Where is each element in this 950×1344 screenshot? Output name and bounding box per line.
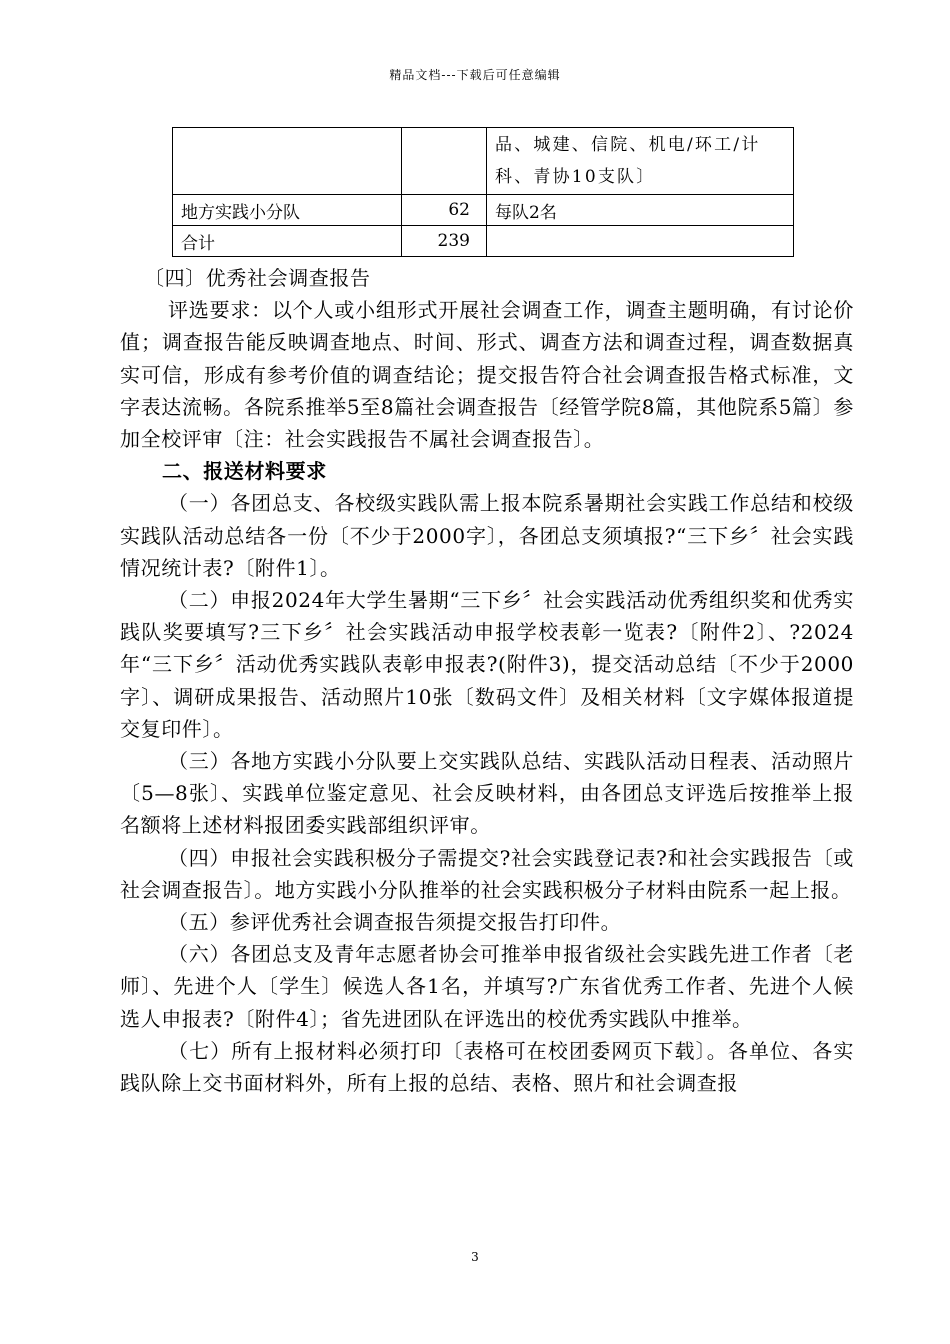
list-item: （三）各地方实践小分队要上交实践队总结、实践队活动日程表、活动照片〔5—8张〕、实践单位鉴定意见、社会反映材料，由各团总支评选后按推举上报名额将上述材料报团委实践部组织评审。: [120, 749, 854, 838]
table-cell-note: 每队2名: [487, 195, 794, 226]
list-item: （四）申报社会实践积极分子需提交?社会实践登记表?和社会实践报告〔或社会调查报告〕。地方实践小分队推举的社会实践积极分子材料由院系一起上报。: [120, 845, 854, 902]
table-row: [173, 195, 794, 226]
part-heading: 二、报送材料要求: [162, 459, 327, 484]
list-item: （六）各团总支及青年志愿者协会可推举申报省级社会实践先进工作者〔老师〕、先进个人〔学生〕候选人各1名，并填写?广东省优秀工作者、先进个人候选人申报表?〔附件4〕；省先进团队在评选出的校优秀实践队中推举。: [120, 942, 854, 1031]
list-item: （七）所有上报材料必须打印〔表格可在校团委网页下载〕。各单位、各实践队除上交书面材料外，所有上报的总结、表格、照片和社会调查报: [120, 1038, 854, 1096]
document-body: [120, 262, 854, 1099]
section-heading: 〔四〕优秀社会调查报告: [144, 266, 371, 290]
paragraph: 评选要求：以个人或小组形式开展社会调查工作，调查主题明确，有讨论价值；调查报告能反映调查地点、时间、形式、调查方法和调查过程，调查数据真实可信，形成有参考价值的调查结论；提交报告符合社会调查报告格式标准，文字表达流畅。各院系推举5至8篇社会调查报告〔经管学院8篇，其他院系5篇〕参加全校评审〔注：社会实践报告不属社会调查报告〕。: [120, 298, 854, 452]
list-item: （二）申报2024年大学生暑期“三下乡〞社会实践活动优秀组织奖和优秀实践队奖要填写?三下乡〞社会实践活动申报学校表彰一览表?〔附件2〕、?2024年“三下乡〞活动优秀实践队表彰申报表?(附件3)，提交活动总结〔不少于2000字〕、调研成果报告、活动照片10张〔数码文件〕及相关材料〔文字媒体报道提交复印件〕。: [120, 588, 854, 741]
table-cell-count: 62: [402, 195, 487, 226]
table-cell-note: [487, 226, 794, 257]
list-item: （五）参评优秀社会调查报告须提交报告打印件。: [168, 910, 622, 935]
page-number: 3: [471, 1250, 479, 1264]
list-item: （一）各团总支、各校级实践队需上报本院系暑期社会实践工作总结和校级实践队活动总结各一份〔不少于2000字〕，各团总支须填报?“三下乡〞社会实践情况统计表?〔附件1〕。: [120, 491, 854, 580]
table-cell-unit: 地方实践小分队: [173, 195, 402, 226]
table-cell-note: 品、城建、信院、机电/环工/计科、青协10支队〕: [487, 128, 794, 195]
page-header: 精品文档---下载后可任意编辑: [389, 68, 561, 82]
quota-table: [172, 127, 794, 257]
table-row: [173, 226, 794, 257]
table-cell-unit: 合计: [173, 226, 402, 257]
table-cell-unit: [173, 128, 402, 195]
table-cell-count: 239: [402, 226, 487, 257]
table-cell-count: [402, 128, 487, 195]
table-row: [173, 128, 794, 195]
